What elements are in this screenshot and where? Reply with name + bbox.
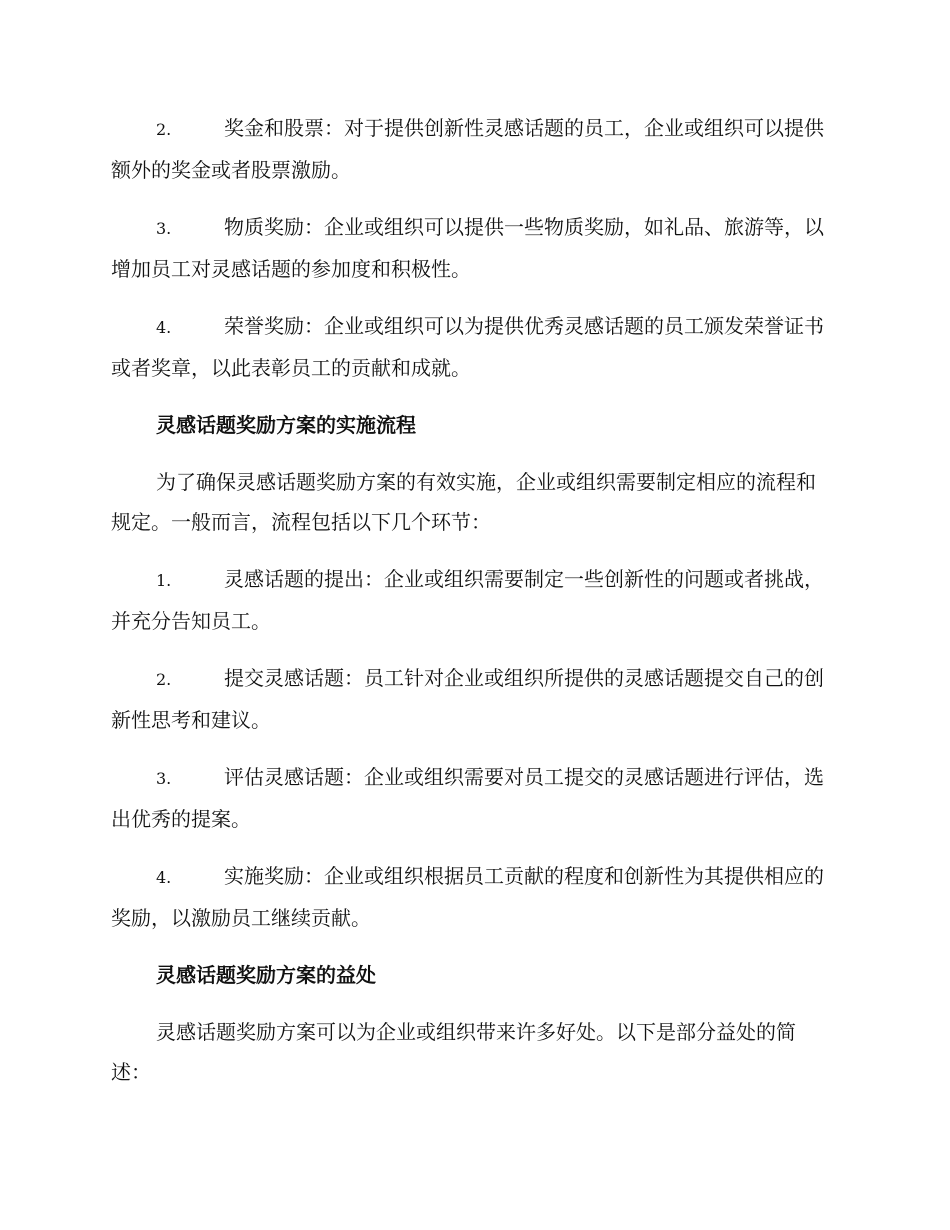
section-heading: 灵感话题奖励方案的实施流程: [156, 413, 416, 437]
list-number: 4.: [156, 868, 172, 887]
list-item-text: 奖金和股票：对于提供创新性灵感话题的员工，企业或组织可以提供额外的奖金或者股票激励。: [111, 116, 824, 182]
list-number: 2.: [156, 670, 172, 689]
list-item-text: 实施奖励：企业或组织根据员工贡献的程度和创新性为其提供相应的奖励，以激励员工继续贡献。: [111, 864, 824, 930]
list-item-text: 物质奖励：企业或组织可以提供一些物质奖励，如礼品、旅游等，以增加员工对灵感话题的参加度和积极性。: [111, 215, 824, 281]
list-item: [111, 306, 835, 388]
list-item: [111, 207, 835, 289]
document-body: [111, 108, 835, 1109]
list-number: 3.: [156, 769, 172, 788]
list-item-text: 荣誉奖励：企业或组织可以为提供优秀灵感话题的员工颁发荣誉证书或者奖章，以此表彰员工的贡献和成就。: [111, 314, 824, 380]
section-heading: 灵感话题奖励方案的益处: [156, 963, 376, 987]
list-number: 3.: [156, 219, 172, 238]
paragraph: 为了确保灵感话题奖励方案的有效实施，企业或组织需要制定相应的流程和规定。一般而言，流程包括以下几个环节：: [111, 470, 816, 534]
list-item: [111, 856, 835, 938]
list-item: [111, 658, 835, 740]
paragraph: 灵感话题奖励方案可以为企业或组织带来许多好处。以下是部分益处的简述：: [111, 1020, 796, 1084]
list-number: 1.: [156, 571, 172, 590]
list-item: [111, 108, 835, 190]
list-item-text: 灵感话题的提出：企业或组织需要制定一些创新性的问题或者挑战，并充分告知员工。: [111, 567, 824, 633]
list-item: [111, 757, 835, 839]
list-number: 4.: [156, 318, 172, 337]
list-item-text: 提交灵感话题：员工针对企业或组织所提供的灵感话题提交自己的创新性思考和建议。: [111, 666, 824, 732]
list-item-text: 评估灵感话题：企业或组织需要对员工提交的灵感话题进行评估，选出优秀的提案。: [111, 765, 824, 831]
list-number: 2.: [156, 120, 172, 139]
list-item: [111, 559, 835, 641]
